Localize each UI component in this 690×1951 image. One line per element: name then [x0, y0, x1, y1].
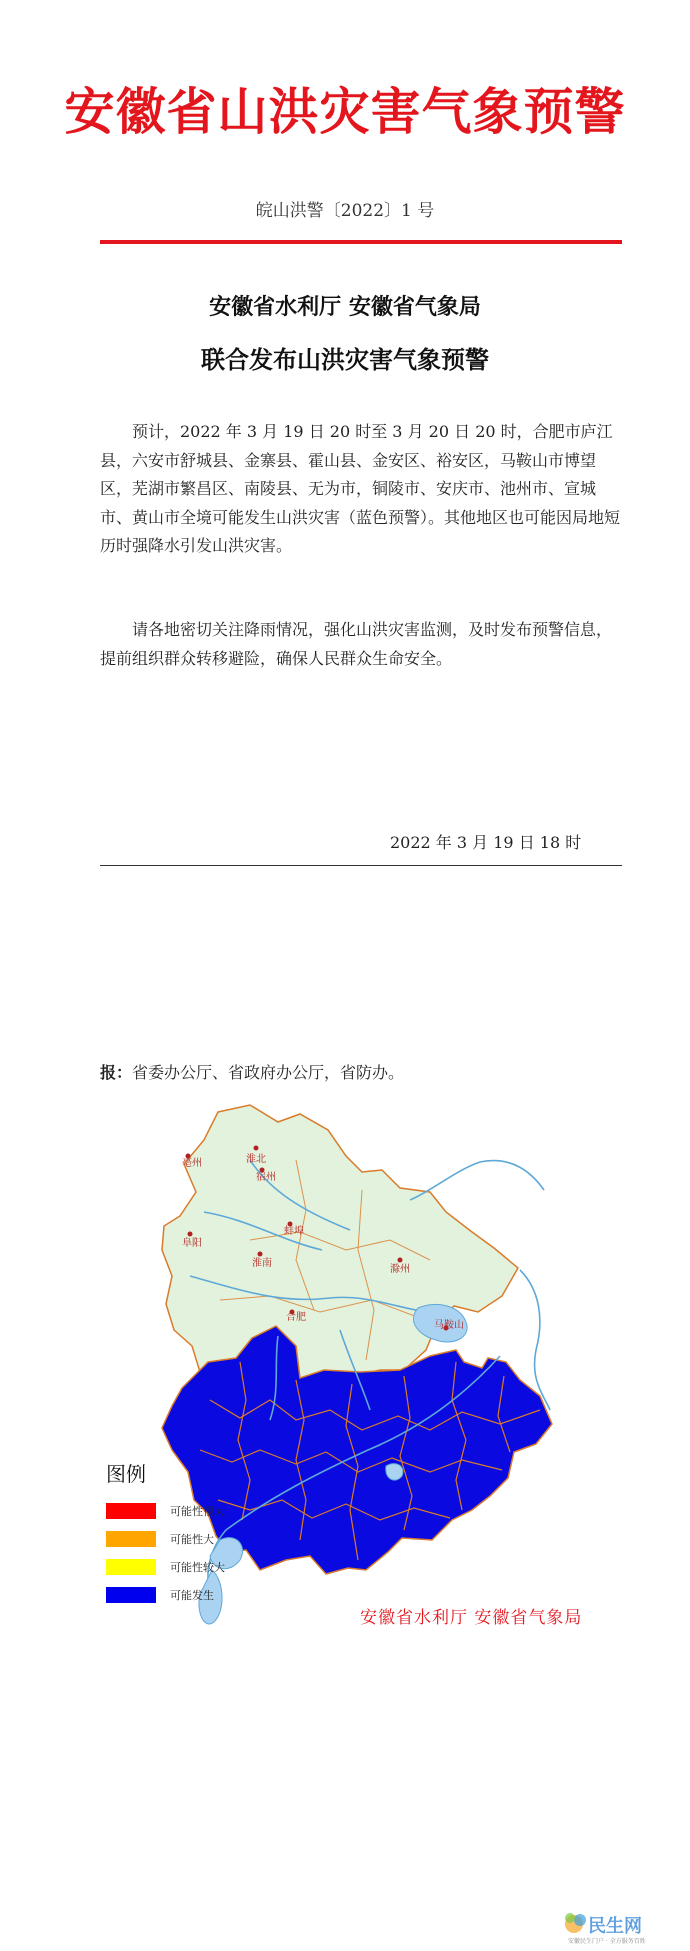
city-label-chuzhou: 滁州 [390, 1264, 410, 1275]
legend-label: 可能性较大 [170, 1561, 225, 1574]
legend-swatch-red [106, 1503, 156, 1519]
minsheng-watermark [560, 1908, 684, 1946]
city-label-maanshan: 马鞍山 [434, 1320, 464, 1331]
legend-swatch-orange [106, 1531, 156, 1547]
map-signature: 安徽省水利厅 安徽省气象局 [360, 1608, 583, 1628]
watermark-brand: 民生网 [588, 1916, 642, 1937]
issue-date: 2022 年 3 月 19 日 18 时 [390, 833, 582, 852]
city-label-bozhou: 亳州 [182, 1158, 202, 1169]
legend-label: 可能发生 [170, 1589, 214, 1602]
legend-item-possible [106, 1581, 266, 1609]
legend-label: 可能性很大 [170, 1505, 225, 1518]
document-title: 联合发布山洪灾害气象预警 [201, 346, 489, 374]
city-label-huaibei: 淮北 [246, 1154, 266, 1165]
legend-swatch-blue [106, 1587, 156, 1603]
legend-title: 图例 [106, 1462, 146, 1486]
forecast-paragraph: 预计，2022 年 3 月 19 日 20 时至 3 月 20 日 20 时，合肥市庐江县，六安市舒城县、金寨县、霍山县、金安区、裕安区，马鞍山市博望区，芜湖市繁昌区、南陵县、无为市，铜陵市、安庆市、池州市、宣城市、黄山市全境可能发生山洪灾害（蓝色预警）。其他地区也可能因局地短历时强降水引发山洪灾害。 [100, 422, 621, 555]
red-divider [100, 240, 622, 244]
masthead-title: 安徽省山洪灾害气象预警 [64, 82, 626, 141]
report-recipients: 省委办公厅、省政府办公厅，省防办。 [132, 1063, 405, 1082]
legend-item-very-high [106, 1497, 266, 1525]
city-label-hefei: 合肥 [286, 1312, 306, 1323]
legend-item-fairly-high [106, 1553, 266, 1581]
watermark-subtitle: 安徽民生门户 · 全方服务百姓 [568, 1938, 646, 1945]
city-label-suzhou: 宿州 [256, 1172, 276, 1183]
document-number: 皖山洪警〔2022〕1 号 [255, 201, 435, 221]
bottom-divider [100, 865, 622, 866]
minsheng-logo-icon [565, 1913, 586, 1933]
city-label-fuyang: 阜阳 [182, 1238, 202, 1249]
report-label: 报： [100, 1063, 133, 1082]
legend-swatch-yellow [106, 1559, 156, 1575]
legend-item-high [106, 1525, 266, 1553]
report-line [100, 1060, 404, 1083]
city-label-bengbu: 蚌埠 [284, 1226, 304, 1237]
instruction-paragraph: 请各地密切关注降雨情况，强化山洪灾害监测，及时发布预警信息，提前组织群众转移避险，确保人民群众生命安全。 [100, 620, 613, 668]
issuing-organizations: 安徽省水利厅 安徽省气象局 [209, 295, 481, 320]
legend-label: 可能性大 [170, 1533, 214, 1546]
map-legend [106, 1458, 266, 1609]
city-label-huainan: 淮南 [252, 1258, 272, 1269]
